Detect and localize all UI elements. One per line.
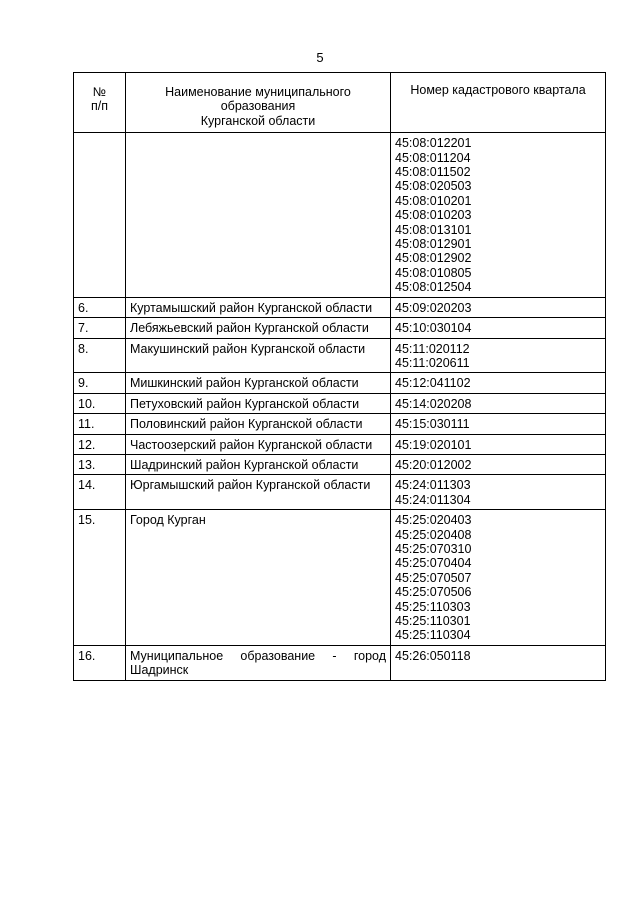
- row-cadastral-quarters: [391, 645, 606, 680]
- row-number: 15.: [74, 510, 126, 646]
- row-number: 13.: [74, 454, 126, 474]
- cadastral-quarter-number: 45:08:011502: [395, 165, 471, 180]
- row-municipality: Юргамышский район Курганской области: [126, 475, 391, 510]
- cadastral-quarters-table: [73, 72, 606, 681]
- cadastral-quarter-number: 45:11:020611: [395, 355, 470, 370]
- table-row: [74, 133, 606, 297]
- municipality-line: Шадринск: [130, 663, 189, 678]
- cadastral-quarter-number: 45:25:020403: [395, 513, 472, 528]
- cadastral-quarter-number: 45:25:070506: [395, 585, 472, 600]
- table-row: [74, 338, 606, 373]
- cadastral-quarter-number: 45:10:030104: [395, 321, 472, 336]
- row-number: [74, 133, 126, 297]
- cadastral-quarter-number: 45:25:020408: [395, 527, 472, 542]
- row-number: 11.: [74, 414, 126, 434]
- row-municipality: [126, 645, 391, 680]
- row-municipality: [126, 133, 391, 297]
- table-row: [74, 393, 606, 413]
- cadastral-quarter-number: 45:08:013101: [395, 222, 472, 237]
- cadastral-quarter-number: 45:08:010805: [395, 265, 472, 280]
- table-row: [74, 373, 606, 393]
- cadastral-quarter-number: 45:08:012901: [395, 237, 472, 252]
- municipality-line: Муниципальное образование - город: [130, 648, 386, 663]
- cadastral-quarter-number: 45:08:012201: [395, 136, 472, 151]
- cadastral-quarter-number: 45:09:020203: [395, 300, 472, 315]
- row-municipality: Половинский район Курганской области: [126, 414, 391, 434]
- row-cadastral-quarters: [391, 414, 606, 434]
- row-cadastral-quarters: [391, 393, 606, 413]
- cadastral-quarter-number: 45:25:070310: [395, 541, 472, 556]
- row-municipality: Шадринский район Курганской области: [126, 454, 391, 474]
- row-municipality: Петуховский район Курганской области: [126, 393, 391, 413]
- cadastral-quarter-number: 45:24:011304: [395, 492, 471, 507]
- row-cadastral-quarters: [391, 475, 606, 510]
- cadastral-quarter-number: 45:12:041102: [395, 376, 471, 391]
- row-cadastral-quarters: [391, 434, 606, 454]
- table-row: [74, 297, 606, 317]
- cadastral-quarter-number: 45:08:012504: [395, 280, 472, 295]
- row-number: 6.: [74, 297, 126, 317]
- cadastral-quarter-number: 45:11:020112: [395, 341, 470, 356]
- row-municipality: Частоозерский район Курганской области: [126, 434, 391, 454]
- row-number: 9.: [74, 373, 126, 393]
- row-cadastral-quarters: [391, 133, 606, 297]
- cadastral-quarter-number: 45:26:050118: [395, 648, 471, 663]
- cadastral-quarter-number: 45:20:012002: [395, 457, 472, 472]
- row-municipality: Куртамышский район Курганской области: [126, 297, 391, 317]
- header-municipality: [126, 73, 391, 133]
- header-number: [74, 73, 126, 133]
- cadastral-quarter-number: 45:24:011303: [395, 478, 471, 493]
- cadastral-quarter-number: 45:25:110304: [395, 628, 471, 643]
- row-number: 10.: [74, 393, 126, 413]
- header-municipality-line: Наименование муниципального: [165, 85, 351, 99]
- row-cadastral-quarters: [391, 454, 606, 474]
- cadastral-quarter-number: 45:08:010203: [395, 208, 472, 223]
- cadastral-quarter-number: 45:25:110301: [395, 614, 471, 628]
- cadastral-quarter-number: 45:08:012902: [395, 251, 472, 266]
- row-municipality: Макушинский район Курганской области: [126, 338, 391, 373]
- table-row: [74, 510, 606, 646]
- row-number: 8.: [74, 338, 126, 373]
- cadastral-quarter-number: 45:25:070507: [395, 570, 472, 585]
- table-row: [74, 475, 606, 510]
- header-municipality-line: Курганской области: [200, 113, 316, 128]
- row-number: 12.: [74, 434, 126, 454]
- header-municipality-line: образования: [220, 99, 296, 114]
- table-row: [74, 318, 606, 338]
- row-number: 14.: [74, 475, 126, 510]
- row-number: 16.: [74, 645, 126, 680]
- cadastral-quarter-number: 45:08:011204: [395, 150, 471, 165]
- cadastral-quarter-number: 45:08:020503: [395, 179, 472, 194]
- row-municipality: Город Курган: [126, 510, 391, 646]
- table-row: [74, 414, 606, 434]
- row-cadastral-quarters: [391, 318, 606, 338]
- cadastral-quarter-number: 45:14:020208: [395, 396, 472, 411]
- table-header-row: [74, 73, 606, 133]
- row-municipality: Лебяжьевский район Курганской области: [126, 318, 391, 338]
- cadastral-quarter-number: 45:25:070404: [395, 556, 472, 571]
- header-cadastral-quarter: Номер кадастрового квартала: [391, 73, 606, 133]
- row-cadastral-quarters: [391, 338, 606, 373]
- cadastral-quarter-number: 45:19:020101: [395, 437, 472, 452]
- row-cadastral-quarters: [391, 510, 606, 646]
- table-row: [74, 645, 606, 680]
- header-number-line: п/п: [90, 99, 108, 114]
- header-number-line: №: [92, 85, 107, 99]
- table-row: [74, 434, 606, 454]
- cadastral-quarter-number: 45:15:030111: [395, 417, 470, 432]
- table-row: [74, 454, 606, 474]
- row-number: 7.: [74, 318, 126, 338]
- row-municipality: Мишкинский район Курганской области: [126, 373, 391, 393]
- page-number: 5: [316, 50, 324, 65]
- cadastral-quarter-number: 45:25:110303: [395, 599, 471, 614]
- row-cadastral-quarters: [391, 373, 606, 393]
- row-cadastral-quarters: [391, 297, 606, 317]
- cadastral-quarter-number: 45:08:010201: [395, 193, 472, 208]
